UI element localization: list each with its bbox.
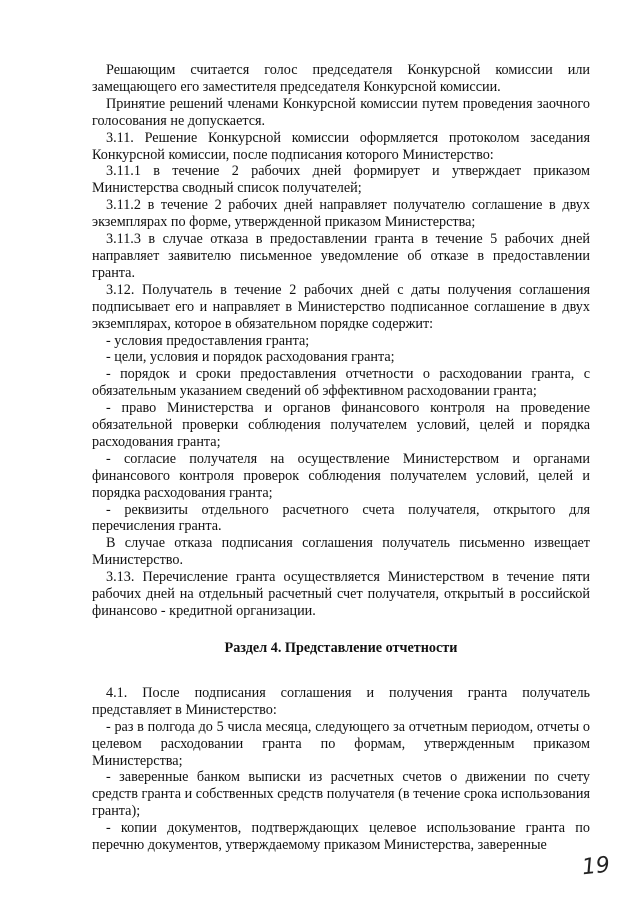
paragraphs-before: [92, 62, 590, 620]
list-item: - цели, условия и порядок расходования гранта;: [106, 349, 395, 366]
paragraph: 3.11.1 в течение 2 рабочих дней формирует и утверждает приказом Министерства сводный список получателей;: [92, 163, 590, 197]
list-item: - условия предоставления гранта;: [106, 332, 310, 349]
paragraphs-after: [92, 685, 590, 854]
paragraph: 3.13. Перечисление гранта осуществляется Министерством в течение пяти рабочих дней на отдельный расчетный счет получателя, открытый в российской финансово - кредитной организации.: [92, 569, 590, 619]
list-item: - заверенные банком выписки из расчетных счетов о движении по счету средств гранта и собственных средств получателя (в течение срока использования гранта);: [92, 769, 590, 820]
list-item: - право Министерства и органов финансового контроля на проведение обязательной проверки соблюдения получателем условий, целей и порядка расходования гранта;: [92, 400, 590, 450]
paragraph: 3.12. Получатель в течение 2 рабочих дней с даты получения соглашения подписывает его и направляет в Министерство подписанное соглашение в двух экземплярах, которое в обязательном порядке содержит:: [92, 281, 590, 332]
paragraph: 4.1. После подписания соглашения и получения гранта получатель представляет в Министерство:: [92, 684, 590, 718]
paragraph: 3.11. Решение Конкурсной комиссии оформляется протоколом заседания Конкурсной комиссии, после подписания которого Министерство:: [92, 129, 590, 163]
list-item: - согласие получателя на осуществление Министерством и органами финансового контроля проверок соблюдения получателем условий, целей и порядка расходования гранта;: [92, 450, 590, 501]
document-page: [92, 62, 590, 854]
paragraph: Принятие решений членами Конкурсной комиссии путем проведения заочного голосования не допускается.: [92, 95, 590, 129]
list-item: - реквизиты отдельного расчетного счета получателя, открытого для перечисления гранта.: [92, 501, 590, 535]
list-item: - копии документов, подтверждающих целевое использование гранта по перечню документов, утверждаемому приказом Министерства, заверенные: [92, 820, 590, 854]
paragraph: Решающим считается голос председателя Конкурсной комиссии или замещающего его заместителя председателя Конкурсной комиссии.: [92, 62, 590, 95]
paragraph: 3.11.3 в случае отказа в предоставлении гранта в течение 5 рабочих дней направляет заявителю письменное уведомление об отказе в предоставлении гранта.: [92, 231, 590, 281]
paragraph: 3.11.2 в течение 2 рабочих дней направляет получателю соглашение в двух экземплярах по форме, утвержденной приказом Министерства;: [92, 197, 590, 231]
section-heading: Раздел 4. Представление отчетности: [224, 639, 458, 656]
list-item: - порядок и сроки предоставления отчетности о расходовании гранта, с обязательным указанием сведений об эффективном расходовании гранта;: [92, 366, 590, 400]
list-item: - раз в полгода до 5 числа месяца, следующего за отчетным периодом, отчеты о целевом расходовании гранта по формам, утвержденным приказом Министерства;: [92, 718, 590, 769]
page-number: 19: [580, 852, 612, 881]
paragraph: В случае отказа подписания соглашения получатель письменно извещает Министерство.: [92, 535, 590, 569]
